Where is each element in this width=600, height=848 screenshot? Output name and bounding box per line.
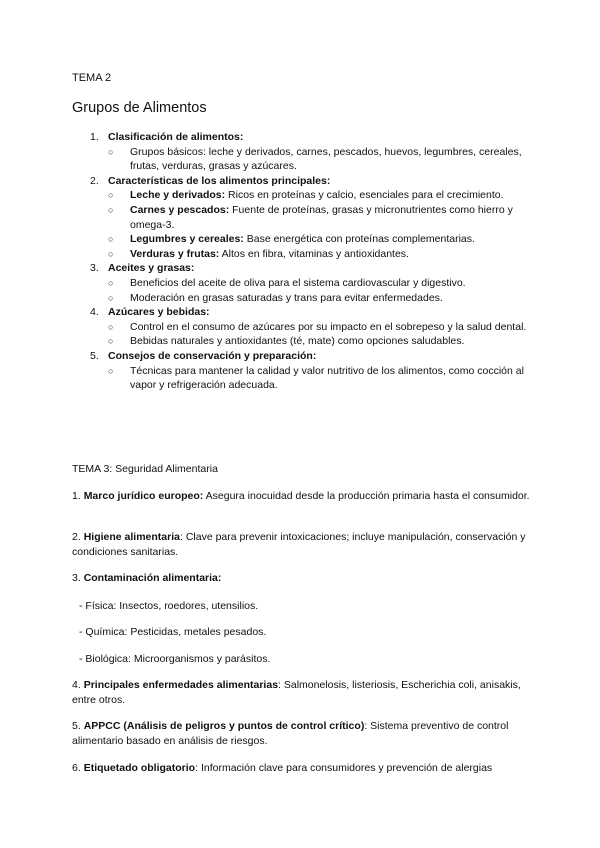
list-item xyxy=(72,349,532,364)
sub-item xyxy=(72,232,532,247)
sub-item xyxy=(72,320,532,335)
list-heading: Clasificación de alimentos: xyxy=(108,131,244,143)
sub-item xyxy=(72,145,532,174)
list-number: 1. xyxy=(90,131,99,143)
list-item xyxy=(72,305,532,320)
paragraph-bold: Higiene alimentaria xyxy=(83,531,180,543)
list-heading: Consejos de conservación y preparación: xyxy=(108,349,317,362)
tema3-label: TEMA 3: Seguridad Alimentaria xyxy=(72,463,218,475)
section-title: Grupos de Alimentos xyxy=(72,100,207,116)
paragraph-3 xyxy=(72,571,532,586)
sub-item-text: Altos en fibra, vitaminas y antioxidantes. xyxy=(219,247,409,260)
paragraph-text: : Salmonelosis, listeriosis, Escherichia coli, anisakis, entre otros. xyxy=(72,679,521,706)
paragraph-bold: Etiquetado obligatorio xyxy=(83,762,196,774)
list-item xyxy=(72,174,532,189)
paragraph-text: : Información clave para consumidores y prevención de alergias xyxy=(195,762,493,774)
paragraph-number: 1. xyxy=(72,490,84,502)
tema2-label: TEMA 2 xyxy=(72,72,112,84)
paragraph-text: : Sistema preventivo de control alimentario basado en análisis de riesgos. xyxy=(72,720,509,747)
paragraph-6 xyxy=(72,761,532,776)
list-number: 3. xyxy=(90,262,99,275)
paragraph-5 xyxy=(72,719,532,749)
paragraph-bold: Principales enfermedades alimentarias xyxy=(83,679,279,691)
list-number: 2. xyxy=(90,174,99,187)
sub-item xyxy=(72,276,532,291)
paragraph-number: 4. xyxy=(72,679,84,691)
paragraph-bold: Marco jurídico europeo: xyxy=(83,490,204,502)
paragraph-number: 3. xyxy=(72,572,84,584)
ordered-list xyxy=(72,130,532,393)
sub-item-text: Moderación en grasas saturadas y trans para evitar enfermedades. xyxy=(130,291,443,304)
paragraph-number: 6. xyxy=(72,762,84,774)
sub-item-bold: Carnes y pescados: xyxy=(130,203,230,216)
paragraph-2 xyxy=(72,530,532,560)
sub-item-bold: Verduras y frutas: xyxy=(130,247,220,260)
sub-item-text: Técnicas para mantener la calidad y valor nutritivo de los alimentos, como cocción al vapor y refrigeración adecuada. xyxy=(130,364,524,392)
sub-item-text: Bebidas naturales y antioxidantes (té, mate) como opciones saludables. xyxy=(130,335,465,348)
list-number: 4. xyxy=(90,306,99,319)
sub-item-text: Fuente de proteínas, grasas y micronutrientes como hierro y omega-3. xyxy=(130,203,513,231)
sub-item-bold: Legumbres y cereales: xyxy=(130,233,244,246)
sub-item-text: Base energética con proteínas complementarias. xyxy=(243,233,475,246)
paragraph-text: Asegura inocuidad desde la producción primaria hasta el consumidor. xyxy=(203,490,530,502)
paragraph-bold: APPCC (Análisis de peligros y puntos de control crítico) xyxy=(83,720,365,732)
bullet-icon: ○ xyxy=(108,336,114,347)
paragraph-text: : Clave para prevenir intoxicaciones; incluye manipulación, conservación y condiciones sanitarias. xyxy=(72,531,526,558)
sub-item xyxy=(72,203,532,232)
list-heading: Azúcares y bebidas: xyxy=(108,306,210,319)
sub-item xyxy=(72,291,532,306)
sub-item-text: Grupos básicos: leche y derivados, carnes, pescados, huevos, legumbres, cereales, frutas, verduras, grasas y azúcares. xyxy=(130,145,522,173)
paragraph-number: 2. xyxy=(72,531,84,543)
paragraph-1 xyxy=(72,489,532,504)
paragraph-4 xyxy=(72,678,532,708)
bullet-icon: ○ xyxy=(108,277,114,288)
sub-item xyxy=(72,247,532,262)
contamination-biologica: - Biológica: Microorganismos y parásitos. xyxy=(79,653,271,665)
list-item xyxy=(72,261,532,276)
list-heading: Características de los alimentos principales: xyxy=(108,174,331,187)
bullet-icon: ○ xyxy=(108,321,114,332)
contamination-quimica: - Química: Pesticidas, metales pesados. xyxy=(79,626,267,638)
contamination-fisica: - Física: Insectos, roedores, utensilios. xyxy=(79,600,259,612)
list-heading: Aceites y grasas: xyxy=(108,262,195,275)
bullet-icon: ○ xyxy=(108,292,114,303)
paragraph-bold: Contaminación alimentaria: xyxy=(83,572,222,584)
sub-item xyxy=(72,188,532,203)
bullet-icon: ○ xyxy=(108,234,114,245)
sub-item-bold: Leche y derivados: xyxy=(130,189,226,202)
bullet-icon: ○ xyxy=(108,204,114,215)
sub-item-text: Ricos en proteínas y calcio, esenciales para el crecimiento. xyxy=(225,189,504,202)
sub-item-text: Beneficios del aceite de oliva para el sistema cardiovascular y digestivo. xyxy=(130,276,466,289)
sub-item xyxy=(72,334,532,349)
paragraph-number: 5. xyxy=(72,720,84,732)
bullet-icon: ○ xyxy=(108,190,114,201)
bullet-icon: ○ xyxy=(108,365,114,376)
list-item xyxy=(72,130,532,145)
bullet-icon: ○ xyxy=(108,146,114,157)
list-number: 5. xyxy=(90,349,99,362)
sub-item xyxy=(72,364,532,393)
bullet-icon: ○ xyxy=(108,248,114,259)
sub-item-text: Control en el consumo de azúcares por su impacto en el sobrepeso y la salud dental. xyxy=(130,320,527,333)
